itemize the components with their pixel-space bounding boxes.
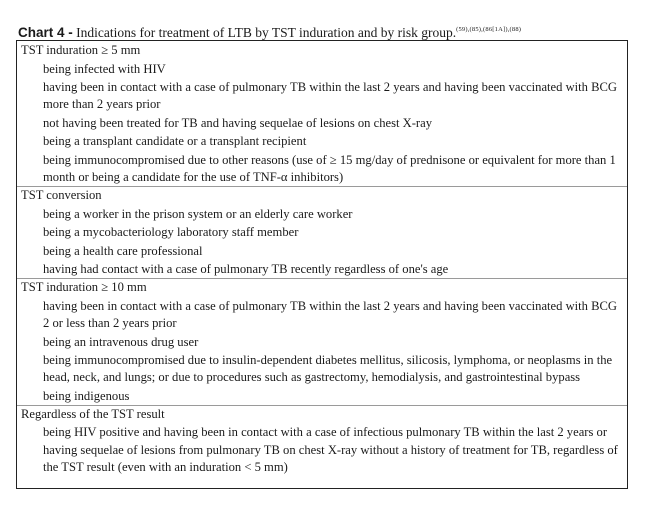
group-heading: Regardless of the TST result — [17, 405, 627, 423]
group-tst-conversion — [17, 186, 627, 278]
group-heading: TST conversion — [17, 186, 627, 204]
list-item: being infected with HIV — [43, 61, 166, 76]
group-heading: TST induration ≥ 10 mm — [17, 278, 627, 296]
chart-title-text: Indications for treatment of LTB by TST induration and by risk group. — [76, 25, 457, 40]
group-regardless-of-tst — [17, 405, 627, 476]
chart-title — [18, 22, 638, 41]
group-heading: TST induration ≥ 5 mm — [21, 43, 141, 57]
chart-label: Chart 4 - — [18, 25, 73, 40]
group-induration-10mm — [17, 278, 627, 405]
chart-references: (59),(85),(86[1A]),(88) — [456, 26, 522, 33]
list-item: being HIV positive and having been in contact with a case of infectious pulmonary TB within the last 2 years or having sequelae of lesions from pulmonary TB on chest X-ray without a history of treatment for TB, regardless of the TST result (even with an induration < 5 mm) — [43, 425, 618, 474]
list-item: being a transplant candidate or a transplant recipient — [43, 134, 307, 149]
indications-table — [16, 40, 628, 489]
list-item: being a worker in the prison system or an elderly care worker — [43, 206, 353, 221]
list-item: having been in contact with a case of pulmonary TB within the last 2 years and having been vaccinated with BCG more than 2 years prior — [43, 80, 618, 112]
list-item: being a mycobacteriology laboratory staff member — [43, 225, 299, 240]
list-item: not having been treated for TB and having sequelae of lesions on chest X-ray — [43, 115, 433, 130]
list-item: being immunocompromised due to other reasons (use of ≥ 15 mg/day of prednisone or equivalent for more than 1 month or being a candidate for the use of TNF-α inhibitors) — [43, 152, 616, 184]
list-item: having had contact with a case of pulmonary TB recently regardless of one's age — [43, 262, 449, 277]
list-item: having been in contact with a case of pulmonary TB within the last 2 years and having been vaccinated with BCG 2 or less than 2 years prior — [43, 298, 618, 331]
group-induration-5mm — [17, 42, 627, 186]
list-item: being a health care professional — [43, 243, 203, 258]
list-item: being indigenous — [43, 388, 130, 403]
list-item: being an intravenous drug user — [43, 334, 199, 349]
list-item: being immunocompromised due to insulin-dependent diabetes mellitus, silicosis, lymphoma, or neoplasms in the head, neck, and lungs; or due to procedures such as gastrectomy, hemodialysis, and gastrointestinal bypass — [43, 353, 613, 385]
